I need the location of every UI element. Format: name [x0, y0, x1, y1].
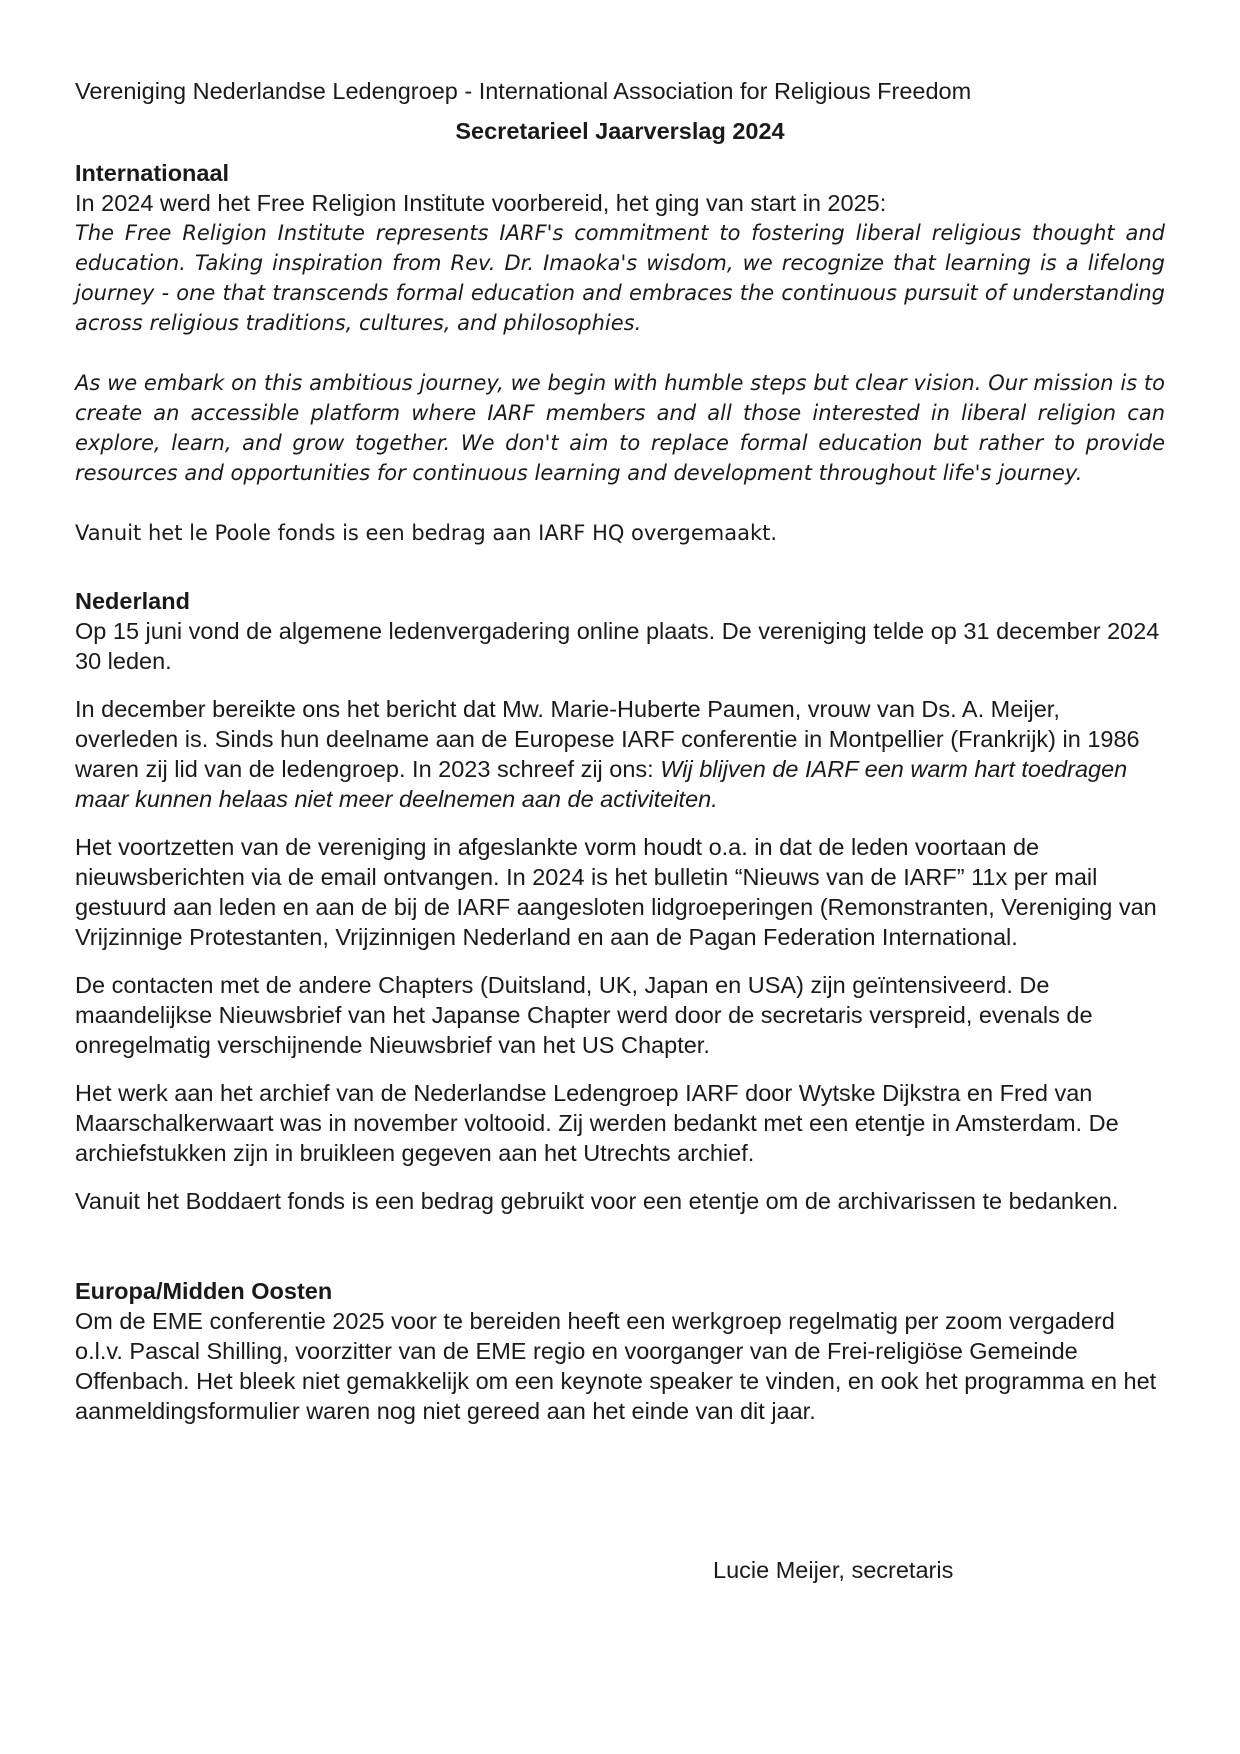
europa-paragraph-1: Om de EME conferentie 2025 voor te bereiden heeft een werkgroep regelmatig per zoom vergaderd o.l.v. Pascal Shilling, voorzitter van de EME regio en voorganger van de Frei-religiöse Gemeinde Offenbach. Het bleek niet gemakkelijk om een keynote speaker te vinden, en ook het programma en het aanmeldingsformulier waren nog niet gereed aan het einde van dit jaar. — [75, 1308, 1157, 1424]
le-poole-fund-note: Vanuit het le Poole fonds is een bedrag aan IARF HQ overgemaakt. — [75, 521, 778, 545]
document-page — [75, 76, 1165, 1426]
section-heading-europa: Europa/Midden Oosten — [75, 1278, 333, 1304]
nederland-paragraph-3: Het voortzetten van de vereniging in afgeslankte vorm houdt o.a. in dat de leden voortaan de nieuwsberichten via de email ontvangen. In 2024 is het bulletin “Nieuws van de IARF” 11x per mail gestuurd aan leden en aan de bij de IARF aangesloten lidgroeperingen (Remonstranten, Vereniging van Vrijzinnige Protestanten, Vrijzinnigen Nederland en aan de Pagan Federation International. — [75, 834, 1157, 950]
section-heading-internationaal: Internationaal — [75, 160, 230, 186]
nederland-paragraph-5: Het werk aan het archief van de Nederlandse Ledengroep IARF door Wytske Dijkstra en Fred van Maarschalkerwaart was in november voltooid. Zij werden bedankt met een etentje in Amsterdam. De archiefstukken zijn in bruikleen gegeven aan het Utrechts archief. — [75, 1080, 1119, 1166]
organization-header: Vereniging Nederlandse Ledengroep - International Association for Religious Freedom — [75, 78, 972, 104]
section-heading-nederland: Nederland — [75, 588, 190, 614]
nederland-paragraph-1: Op 15 juni vond de algemene ledenvergadering online plaats. De vereniging telde op 31 december 2024 30 leden. — [75, 618, 1160, 674]
section-nederland — [75, 586, 1165, 1216]
nederland-paragraph-6: Vanuit het Boddaert fonds is een bedrag gebruikt voor een etentje om de archivarissen te bedanken. — [75, 1188, 1119, 1214]
section-internationaal — [75, 158, 1165, 548]
institute-quote-2: As we embark on this ambitious journey, we begin with humble steps but clear vision. Our mission is to create an accessible platform where IARF members and all those interested in liberal religion can explore, learn, and grow together. We don't aim to replace formal education but rather to provide resources and opportunities for continuous learning and development throughout life's journey. — [75, 371, 1165, 485]
internationaal-intro: In 2024 werd het Free Religion Institute voorbereid, het ging van start in 2025: — [75, 190, 887, 216]
nederland-paragraph-2 — [75, 694, 1165, 814]
institute-quote-1: The Free Religion Institute represents IARF's commitment to fostering liberal religious thought and education. Taking inspiration from Rev. Dr. Imaoka's wisdom, we recognize that learning is a lifelong journey - one that transcends formal education and embraces the continuous pursuit of understanding across religious traditions, cultures, and philosophies. — [75, 221, 1165, 335]
nederland-paragraph-2-text: In december bereikte ons het bericht dat Mw. Marie-Huberte Paumen, vrouw van Ds. A. Meijer, overleden is. Sinds hun deelname aan de Europese IARF conferentie in Montpellier (Frankrijk) in 1986 waren zij lid van de ledengroep. In 2023 schreef zij ons: — [75, 696, 1140, 782]
signature: Lucie Meijer, secretaris — [713, 1557, 954, 1583]
nederland-paragraph-4: De contacten met de andere Chapters (Duitsland, UK, Japan en USA) zijn geïntensiveerd. De maandelijkse Nieuwsbrief van het Japanse Chapter werd door de secretaris verspreid, evenals de onregelmatig verschijnende Nieuwsbrief van het US Chapter. — [75, 972, 1093, 1058]
section-europa-midden-oosten — [75, 1276, 1165, 1426]
nederland-paragraph-2-quote: Wij blijven de IARF een warm hart toedragen maar kunnen helaas niet meer deelnemen aan de activiteiten. — [75, 756, 1128, 812]
document-title: Secretarieel Jaarverslag 2024 — [455, 118, 785, 144]
